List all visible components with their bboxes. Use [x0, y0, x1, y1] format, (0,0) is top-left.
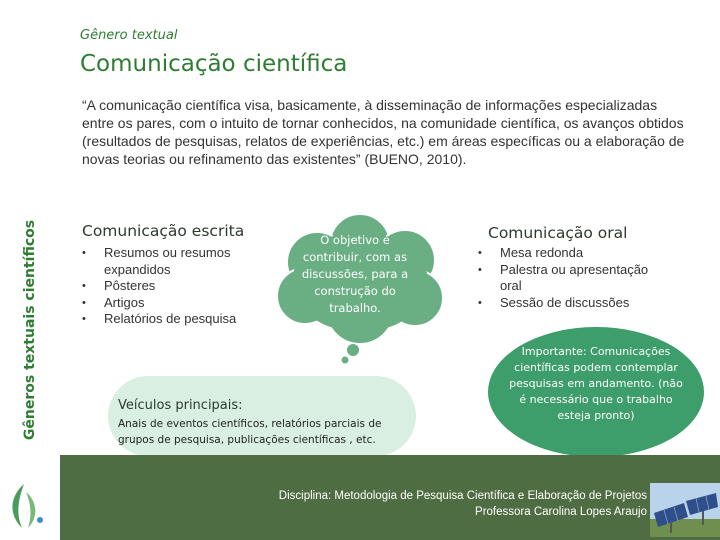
footer-text	[147, 488, 647, 520]
oral-heading: Comunicação oral	[488, 224, 628, 242]
oral-list	[478, 245, 658, 311]
vehicles-title: Veículos principais:	[118, 398, 243, 413]
list-item: • Sessão de discussões	[478, 295, 658, 312]
list-item: • Artigos	[82, 295, 252, 312]
footer-professor: Professora Carolina Lopes Araujo	[475, 506, 647, 518]
important-text: Importante: Comunicações científicas podem contemplar pesquisas em andamento. (não é necessário que o trabalho esteja pronto)	[509, 345, 683, 422]
footer-discipline: Disciplina: Metodologia de Pesquisa Científica e Elaboração de Projetos	[278, 490, 647, 502]
vehicles-text: Anais de eventos científicos, relatórios parciais de grupos de pesquisa, publicações científicas , etc.	[118, 418, 382, 446]
important-bubble	[488, 327, 704, 457]
written-heading: Comunicação escrita	[82, 222, 245, 240]
list-item: • Relatórios de pesquisa	[82, 311, 252, 328]
list-item: • Palestra ou apresentação oral	[478, 262, 658, 295]
list-item: • Resumos ou resumos expandidos	[82, 245, 252, 278]
cloud-text: O objetivo é contribuir, com as discussões, para a construção do trabalho.	[301, 233, 409, 315]
list-item: • Mesa redonda	[478, 245, 658, 262]
section-subtitle: Gênero textual	[80, 28, 178, 43]
sidebar-label: Gêneros textuais científicos	[22, 219, 38, 441]
solar-panel-photo-icon	[650, 483, 720, 537]
sidebar	[0, 0, 60, 540]
page-title: Comunicação científica	[80, 51, 348, 77]
leaf-logo-icon	[4, 482, 46, 532]
list-item: • Pôsteres	[82, 278, 252, 295]
vehicles-box	[108, 376, 416, 456]
written-list	[82, 245, 252, 328]
quote-text: “A comunicação científica visa, basicamente, à disseminação de informações especializadas entre os pares, com o intuito de tornar conhecidos, na comunidade científica, os avanços obtidos (resultados de pesquisas, relatos de experiências, etc.) em áreas específicas ou a elaboração de novas teorias ou refinamento das existentes” (BUENO, 2010).	[82, 97, 685, 167]
footer	[60, 455, 720, 540]
